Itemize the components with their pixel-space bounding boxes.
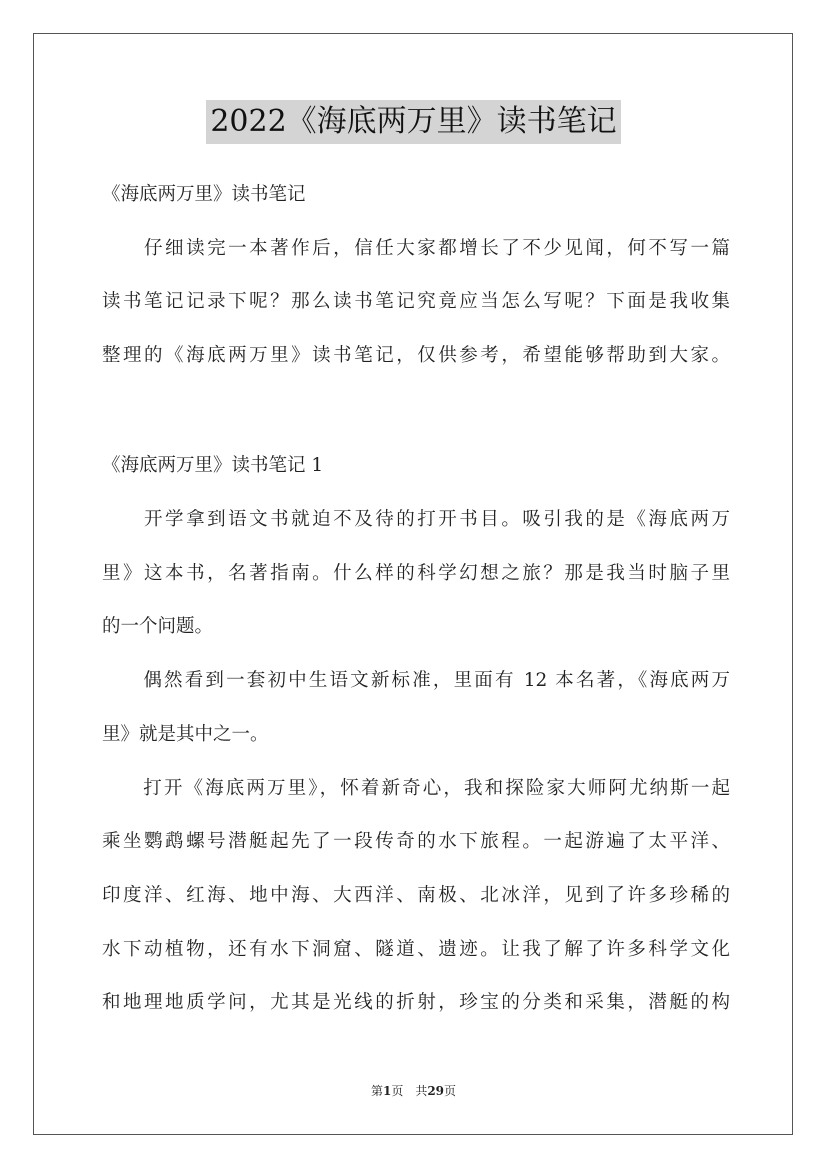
paragraph-line: 乘坐鹦鹉螺号潜艇起先了一段传奇的水下旅程。一起游遍了太平洋、 [102, 831, 730, 852]
footer-total-pages: 29 [427, 1084, 445, 1098]
paragraph-line: 里》这本书，名著指南。什么样的科学幻想之旅？那是我当时脑子里 [102, 563, 730, 584]
page-footer [0, 1083, 827, 1099]
footer-page-number: 1 [382, 1084, 392, 1098]
paragraph-line: 里》就是其中之一。 [102, 724, 269, 745]
paragraph-line: 打开《海底两万里》，怀着新奇心，我和探险家大师阿尤纳斯一起 [102, 778, 730, 799]
document-title: 2022《海底两万里》读书笔记 [206, 100, 620, 144]
paragraph-line: 仔细读完一本著作后，信任大家都增长了不少见闻，何不写一篇 [102, 238, 730, 259]
footer-middle: 页 共 [391, 1084, 428, 1098]
paragraph-line: 和地理地质学问，尤其是光线的折射，珍宝的分类和采集，潜艇的构 [102, 992, 730, 1013]
paragraph-line: 读书笔记记录下呢？那么读书笔记究竟应当怎么写呢？下面是我收集 [102, 291, 730, 312]
footer-prefix: 第 [370, 1084, 383, 1098]
section-heading: 《海底两万里》读书笔记 [102, 184, 306, 205]
paragraph-line: 开学拿到语文书就迫不及待的打开书目。吸引我的是《海底两万 [102, 509, 730, 530]
paragraph-line: 偶然看到一套初中生语文新标准，里面有 12 本名著，《海底两万 [102, 670, 730, 691]
paragraph-line: 水下动植物，还有水下洞窟、隧道、遗迹。让我了解了许多科学文化 [102, 939, 730, 960]
paragraph-line: 的一个问题。 [102, 616, 214, 637]
section-heading: 《海底两万里》读书笔记 1 [102, 455, 324, 476]
paragraph-line: 印度洋、红海、地中海、大西洋、南极、北冰洋，见到了许多珍稀的 [102, 885, 730, 906]
title-container [0, 100, 827, 144]
footer-suffix: 页 [444, 1084, 457, 1098]
paragraph-line: 整理的《海底两万里》读书笔记，仅供参考，希望能够帮助到大家。 [102, 345, 730, 366]
